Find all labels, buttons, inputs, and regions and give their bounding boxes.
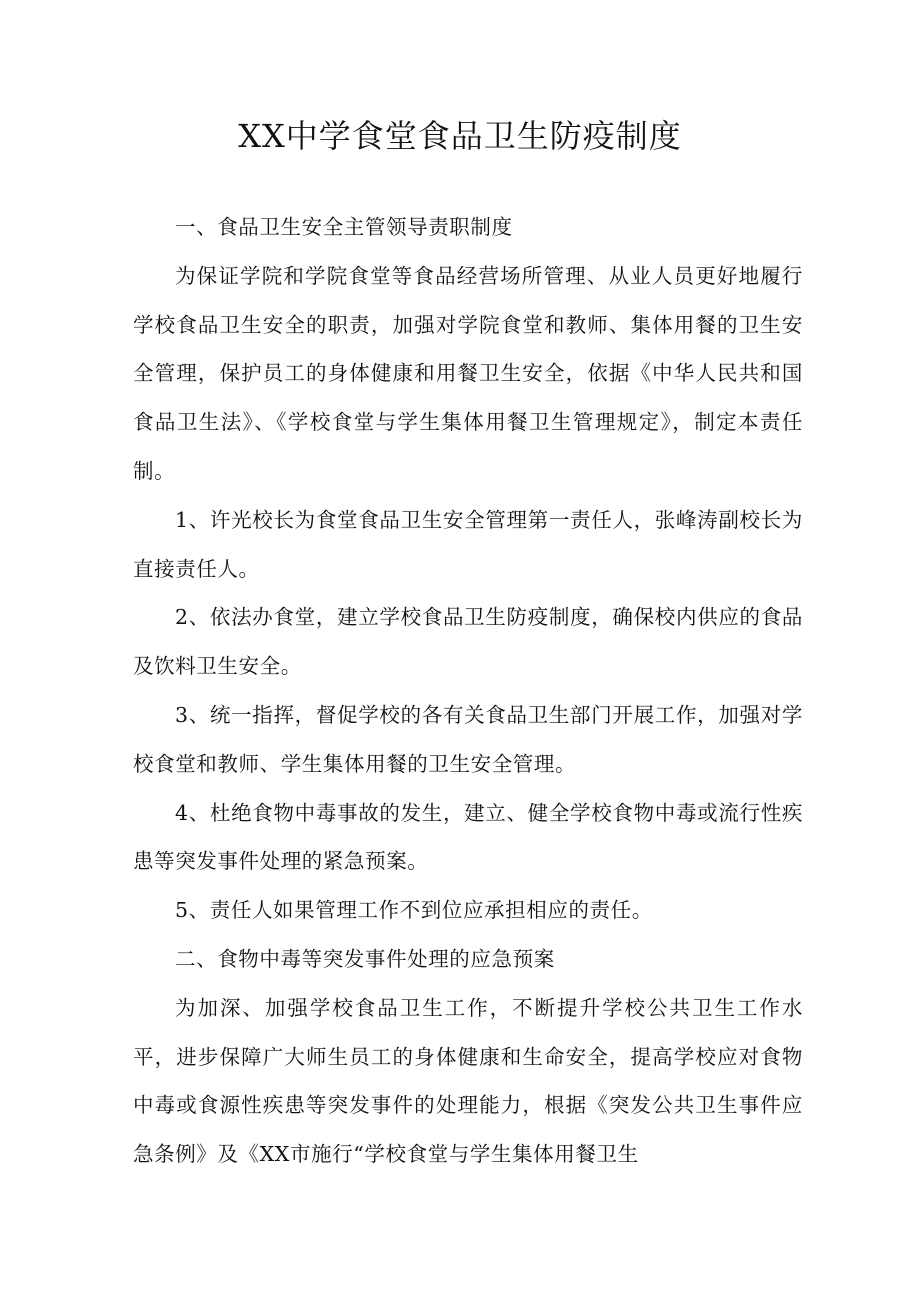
section-1-item-4: 4、杜绝食物中毒事故的发生，建立、健全学校食物中毒或流行性疾患等突发事件处理的紧急预案。 (133, 800, 803, 874)
section-1-intro: 为保证学院和学院食堂等食品经营场所管理、从业人员更好地履行学校食品卫生安全的职责，加强对学院食堂和教师、集体用餐的卫生安全管理，保护员工的身体健康和用餐卫生安全，依据《中华人民共和国食品卫生法》、《学校食堂与学生集体用餐卫生管理规定》，制定本责任制。 (133, 263, 803, 483)
document-title: XX中学食堂食品卫生防疫制度 (238, 117, 682, 155)
section-2-heading: 二、食物中毒等突发事件处理的应急预案 (175, 946, 555, 971)
section-2-intro: 为加深、加强学校食品卫生工作，不断提升学校公共卫生工作水平，进步保障广大师生员工的身体健康和生命安全，提高学校应对食物中毒或食源性疾患等突发事件的处理能力，根据《突发公共卫生事件应急条例》及《XX市施行“学校食堂与学生集体用餐卫生 (133, 995, 803, 1167)
document-body (133, 203, 803, 1179)
section-1-item-2: 2、依法办食堂，建立学校食品卫生防疫制度，确保校内供应的食品及饮料卫生安全。 (133, 605, 803, 679)
section-1-item-5: 5、责任人如果管理工作不到位应承担相应的责任。 (175, 898, 653, 923)
section-1-item-1: 1、许光校长为食堂食品卫生安全管理第一责任人，张峰涛副校长为直接责任人。 (133, 507, 803, 581)
section-1-item-3: 3、统一指挥，督促学校的各有关食品卫生部门开展工作，加强对学校食堂和教师、学生集体用餐的卫生安全管理。 (133, 702, 803, 776)
section-1-heading: 一、食品卫生安全主管领导责职制度 (175, 215, 513, 239)
